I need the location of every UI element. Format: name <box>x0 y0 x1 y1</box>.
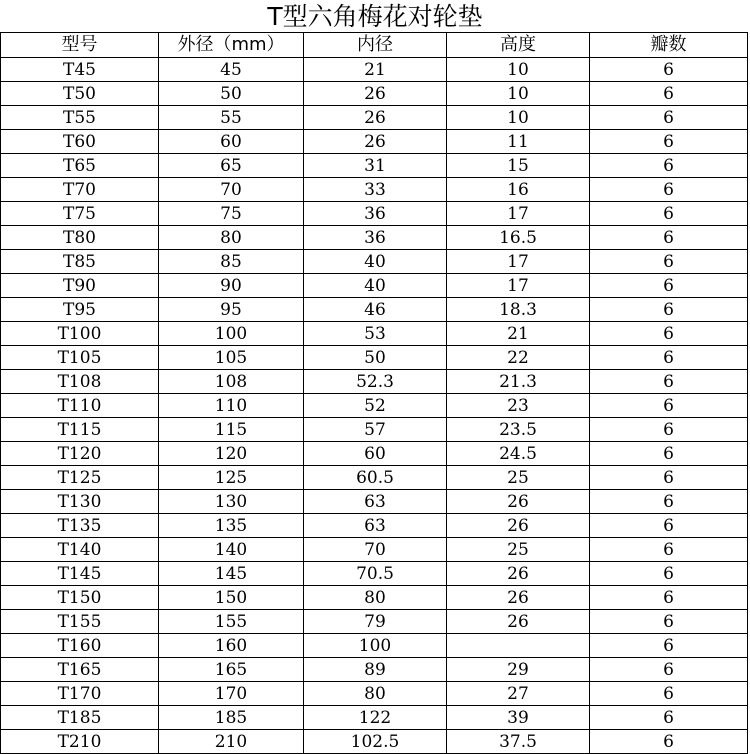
table-row <box>1 58 748 82</box>
table-row <box>1 586 748 610</box>
cell-height: 21.3 <box>447 370 590 394</box>
cell-height: 26 <box>447 514 590 538</box>
cell-petal-count: 6 <box>590 346 748 370</box>
cell-outer-diameter: 105 <box>159 346 304 370</box>
cell-outer-diameter: 165 <box>159 658 304 682</box>
cell-model: T50 <box>1 82 159 106</box>
cell-model: T45 <box>1 58 159 82</box>
cell-model: T135 <box>1 514 159 538</box>
cell-petal-count: 6 <box>590 586 748 610</box>
table-row <box>1 226 748 250</box>
cell-model: T100 <box>1 322 159 346</box>
cell-outer-diameter: 130 <box>159 490 304 514</box>
cell-model: T60 <box>1 130 159 154</box>
cell-petal-count: 6 <box>590 370 748 394</box>
cell-height <box>447 634 590 658</box>
cell-petal-count: 6 <box>590 202 748 226</box>
cell-model: T125 <box>1 466 159 490</box>
cell-model: T115 <box>1 418 159 442</box>
header-petal-count: 瓣数 <box>590 33 748 58</box>
cell-petal-count: 6 <box>590 130 748 154</box>
cell-inner-diameter: 70 <box>304 538 447 562</box>
cell-inner-diameter: 26 <box>304 82 447 106</box>
cell-inner-diameter: 52.3 <box>304 370 447 394</box>
cell-petal-count: 6 <box>590 82 748 106</box>
cell-outer-diameter: 45 <box>159 58 304 82</box>
cell-outer-diameter: 145 <box>159 562 304 586</box>
cell-inner-diameter: 50 <box>304 346 447 370</box>
cell-height: 15 <box>447 154 590 178</box>
cell-inner-diameter: 36 <box>304 226 447 250</box>
cell-height: 37.5 <box>447 730 590 754</box>
table-row <box>1 82 748 106</box>
table-row <box>1 202 748 226</box>
cell-petal-count: 6 <box>590 418 748 442</box>
cell-outer-diameter: 108 <box>159 370 304 394</box>
cell-height: 18.3 <box>447 298 590 322</box>
cell-model: T165 <box>1 658 159 682</box>
cell-outer-diameter: 135 <box>159 514 304 538</box>
table-row <box>1 250 748 274</box>
cell-outer-diameter: 210 <box>159 730 304 754</box>
cell-model: T185 <box>1 706 159 730</box>
cell-inner-diameter: 122 <box>304 706 447 730</box>
table-row <box>1 466 748 490</box>
cell-model: T55 <box>1 106 159 130</box>
cell-inner-diameter: 26 <box>304 106 447 130</box>
header-inner-diameter: 内径 <box>304 33 447 58</box>
cell-height: 39 <box>447 706 590 730</box>
cell-outer-diameter: 75 <box>159 202 304 226</box>
cell-height: 26 <box>447 562 590 586</box>
cell-inner-diameter: 33 <box>304 178 447 202</box>
cell-inner-diameter: 60.5 <box>304 466 447 490</box>
cell-inner-diameter: 57 <box>304 418 447 442</box>
cell-outer-diameter: 70 <box>159 178 304 202</box>
table-row <box>1 370 748 394</box>
cell-petal-count: 6 <box>590 706 748 730</box>
header-row <box>1 33 748 58</box>
cell-inner-diameter: 102.5 <box>304 730 447 754</box>
cell-outer-diameter: 150 <box>159 586 304 610</box>
cell-model: T120 <box>1 442 159 466</box>
cell-petal-count: 6 <box>590 514 748 538</box>
cell-inner-diameter: 21 <box>304 58 447 82</box>
header-model: 型号 <box>1 33 159 58</box>
cell-height: 17 <box>447 274 590 298</box>
cell-outer-diameter: 95 <box>159 298 304 322</box>
cell-inner-diameter: 79 <box>304 610 447 634</box>
cell-outer-diameter: 160 <box>159 634 304 658</box>
cell-model: T170 <box>1 682 159 706</box>
table-row <box>1 394 748 418</box>
cell-height: 23.5 <box>447 418 590 442</box>
cell-model: T105 <box>1 346 159 370</box>
cell-height: 29 <box>447 658 590 682</box>
cell-petal-count: 6 <box>590 658 748 682</box>
table-row <box>1 442 748 466</box>
cell-outer-diameter: 120 <box>159 442 304 466</box>
cell-model: T155 <box>1 610 159 634</box>
cell-inner-diameter: 63 <box>304 490 447 514</box>
page-title: T型六角梅花对轮垫 <box>267 2 483 31</box>
table-row <box>1 658 748 682</box>
table-row <box>1 298 748 322</box>
cell-inner-diameter: 63 <box>304 514 447 538</box>
table-row <box>1 490 748 514</box>
cell-outer-diameter: 170 <box>159 682 304 706</box>
cell-petal-count: 6 <box>590 226 748 250</box>
cell-inner-diameter: 31 <box>304 154 447 178</box>
cell-height: 10 <box>447 82 590 106</box>
cell-height: 23 <box>447 394 590 418</box>
cell-model: T108 <box>1 370 159 394</box>
cell-height: 26 <box>447 610 590 634</box>
cell-petal-count: 6 <box>590 466 748 490</box>
cell-height: 25 <box>447 538 590 562</box>
cell-model: T70 <box>1 178 159 202</box>
cell-height: 26 <box>447 490 590 514</box>
cell-height: 17 <box>447 250 590 274</box>
cell-inner-diameter: 40 <box>304 250 447 274</box>
cell-outer-diameter: 140 <box>159 538 304 562</box>
cell-inner-diameter: 80 <box>304 682 447 706</box>
cell-inner-diameter: 60 <box>304 442 447 466</box>
cell-petal-count: 6 <box>590 322 748 346</box>
table-row <box>1 274 748 298</box>
cell-model: T145 <box>1 562 159 586</box>
table-row <box>1 706 748 730</box>
cell-outer-diameter: 155 <box>159 610 304 634</box>
table-row <box>1 154 748 178</box>
cell-inner-diameter: 46 <box>304 298 447 322</box>
cell-height: 17 <box>447 202 590 226</box>
cell-model: T65 <box>1 154 159 178</box>
cell-model: T210 <box>1 730 159 754</box>
cell-outer-diameter: 80 <box>159 226 304 250</box>
cell-height: 27 <box>447 682 590 706</box>
cell-height: 16.5 <box>447 226 590 250</box>
cell-inner-diameter: 70.5 <box>304 562 447 586</box>
cell-height: 25 <box>447 466 590 490</box>
table-row <box>1 178 748 202</box>
cell-outer-diameter: 65 <box>159 154 304 178</box>
cell-model: T85 <box>1 250 159 274</box>
table-row <box>1 514 748 538</box>
table-row <box>1 130 748 154</box>
cell-petal-count: 6 <box>590 394 748 418</box>
cell-model: T90 <box>1 274 159 298</box>
cell-model: T130 <box>1 490 159 514</box>
table-row <box>1 634 748 658</box>
cell-outer-diameter: 85 <box>159 250 304 274</box>
cell-inner-diameter: 40 <box>304 274 447 298</box>
spec-table <box>0 32 748 754</box>
cell-height: 10 <box>447 58 590 82</box>
cell-model: T80 <box>1 226 159 250</box>
cell-petal-count: 6 <box>590 538 748 562</box>
cell-petal-count: 6 <box>590 178 748 202</box>
cell-height: 21 <box>447 322 590 346</box>
header-height: 高度 <box>447 33 590 58</box>
cell-inner-diameter: 36 <box>304 202 447 226</box>
table-row <box>1 682 748 706</box>
cell-outer-diameter: 110 <box>159 394 304 418</box>
cell-petal-count: 6 <box>590 634 748 658</box>
cell-inner-diameter: 80 <box>304 586 447 610</box>
table-row <box>1 346 748 370</box>
table-row <box>1 322 748 346</box>
cell-model: T140 <box>1 538 159 562</box>
header-outer-diameter: 外径（mm） <box>159 33 304 58</box>
cell-model: T160 <box>1 634 159 658</box>
cell-outer-diameter: 50 <box>159 82 304 106</box>
cell-model: T150 <box>1 586 159 610</box>
cell-petal-count: 6 <box>590 730 748 754</box>
cell-inner-diameter: 53 <box>304 322 447 346</box>
cell-petal-count: 6 <box>590 274 748 298</box>
cell-outer-diameter: 90 <box>159 274 304 298</box>
cell-petal-count: 6 <box>590 58 748 82</box>
cell-inner-diameter: 89 <box>304 658 447 682</box>
table-body <box>1 58 748 754</box>
cell-outer-diameter: 60 <box>159 130 304 154</box>
cell-petal-count: 6 <box>590 562 748 586</box>
cell-outer-diameter: 185 <box>159 706 304 730</box>
cell-outer-diameter: 100 <box>159 322 304 346</box>
cell-model: T95 <box>1 298 159 322</box>
cell-inner-diameter: 100 <box>304 634 447 658</box>
table-row <box>1 418 748 442</box>
cell-height: 11 <box>447 130 590 154</box>
table-row <box>1 106 748 130</box>
cell-height: 16 <box>447 178 590 202</box>
table-row <box>1 610 748 634</box>
cell-petal-count: 6 <box>590 154 748 178</box>
cell-outer-diameter: 115 <box>159 418 304 442</box>
cell-height: 10 <box>447 106 590 130</box>
cell-inner-diameter: 26 <box>304 130 447 154</box>
cell-outer-diameter: 125 <box>159 466 304 490</box>
cell-petal-count: 6 <box>590 490 748 514</box>
cell-inner-diameter: 52 <box>304 394 447 418</box>
table-row <box>1 538 748 562</box>
cell-outer-diameter: 55 <box>159 106 304 130</box>
cell-height: 24.5 <box>447 442 590 466</box>
table-row <box>1 562 748 586</box>
cell-model: T110 <box>1 394 159 418</box>
cell-petal-count: 6 <box>590 298 748 322</box>
cell-height: 26 <box>447 586 590 610</box>
cell-petal-count: 6 <box>590 610 748 634</box>
cell-petal-count: 6 <box>590 106 748 130</box>
cell-petal-count: 6 <box>590 250 748 274</box>
cell-petal-count: 6 <box>590 442 748 466</box>
cell-height: 22 <box>447 346 590 370</box>
cell-model: T75 <box>1 202 159 226</box>
cell-petal-count: 6 <box>590 682 748 706</box>
